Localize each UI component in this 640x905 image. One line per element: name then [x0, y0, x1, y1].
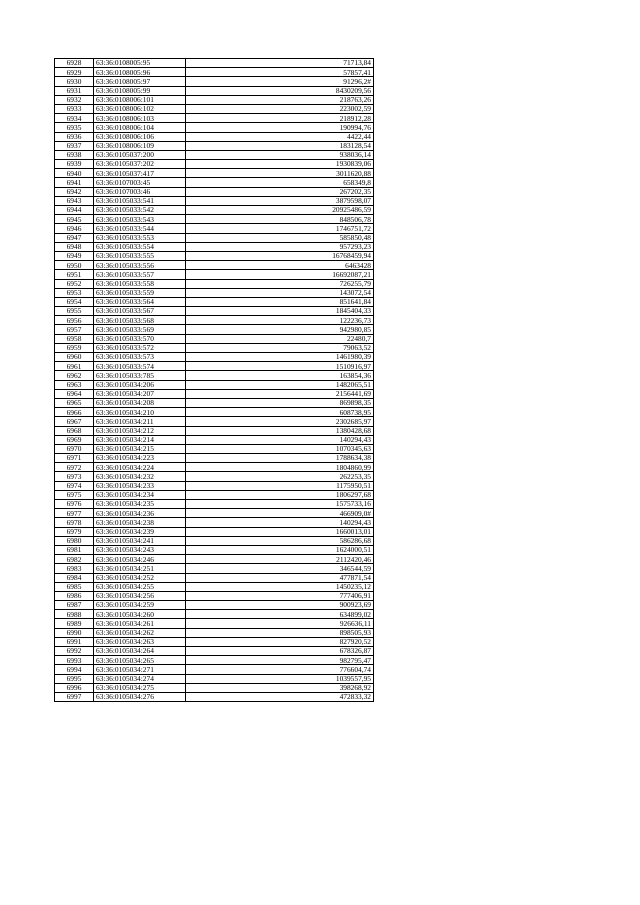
row-number: 6931 [55, 86, 94, 95]
cadastral-number: 63:36:0105037:202 [94, 160, 186, 169]
cadastral-number: 63:36:0105033:570 [94, 334, 186, 343]
cadastral-value: 957293,23 [186, 242, 374, 251]
cadastral-value: 2156441,69 [186, 389, 374, 398]
table-row [55, 150, 374, 159]
cadastral-number: 63:36:0105034:212 [94, 426, 186, 435]
cadastral-number: 63:36:0105033:541 [94, 196, 186, 205]
table-row [55, 573, 374, 582]
cadastral-value: 3879598,07 [186, 196, 374, 205]
row-number: 6966 [55, 408, 94, 417]
table-row [55, 545, 374, 554]
cadastral-value: 2112420,46 [186, 555, 374, 564]
table-row [55, 169, 374, 178]
table-row [55, 527, 374, 536]
table-row [55, 426, 374, 435]
cadastral-number: 63:36:0105034:252 [94, 573, 186, 582]
table-row [55, 362, 374, 371]
row-number: 6975 [55, 490, 94, 499]
table-row [55, 637, 374, 646]
row-number: 6959 [55, 343, 94, 352]
cadastral-value: 1380428,68 [186, 426, 374, 435]
row-number: 6996 [55, 683, 94, 692]
row-number: 6936 [55, 132, 94, 141]
cadastral-value: 79063,52 [186, 343, 374, 352]
table-row [55, 307, 374, 316]
row-number: 6967 [55, 417, 94, 426]
cadastral-value: 218763,26 [186, 95, 374, 104]
row-number: 6938 [55, 150, 94, 159]
cadastral-value: 678326,87 [186, 647, 374, 656]
row-number: 6973 [55, 472, 94, 481]
row-number: 6947 [55, 233, 94, 242]
table-row [55, 123, 374, 132]
row-number: 6987 [55, 601, 94, 610]
cadastral-number: 63:36:0105033:569 [94, 325, 186, 334]
row-number: 6985 [55, 582, 94, 591]
row-number: 6968 [55, 426, 94, 435]
cadastral-value: 16692087,21 [186, 270, 374, 279]
table-row [55, 555, 374, 564]
cadastral-number: 63:36:0105033:554 [94, 242, 186, 251]
row-number: 6958 [55, 334, 94, 343]
table-row [55, 454, 374, 463]
row-number: 6994 [55, 665, 94, 674]
row-number: 6992 [55, 647, 94, 656]
cadastral-value: 143072,54 [186, 288, 374, 297]
cadastral-value: 1039557,95 [186, 674, 374, 683]
row-number: 6942 [55, 187, 94, 196]
cadastral-value: 398268,92 [186, 683, 374, 692]
table-row [55, 518, 374, 527]
table-row [55, 628, 374, 637]
cadastral-value: 1510916,97 [186, 362, 374, 371]
row-number: 6991 [55, 637, 94, 646]
cadastral-number: 63:36:0105033:573 [94, 353, 186, 362]
cadastral-value: 900923,69 [186, 601, 374, 610]
row-number: 6982 [55, 555, 94, 564]
table-row [55, 463, 374, 472]
cadastral-number: 63:36:0105034:211 [94, 417, 186, 426]
cadastral-value: 223002,59 [186, 104, 374, 113]
row-number: 6929 [55, 68, 94, 77]
cadastral-value: 608738,95 [186, 408, 374, 417]
cadastral-value: 91296,2# [186, 77, 374, 86]
table-row [55, 610, 374, 619]
table-row [55, 77, 374, 86]
table-row [55, 591, 374, 600]
cadastral-number: 63:36:0108005:99 [94, 86, 186, 95]
table-row [55, 674, 374, 683]
row-number: 6955 [55, 307, 94, 316]
table-row [55, 564, 374, 573]
cadastral-number: 63:36:0105034:234 [94, 490, 186, 499]
row-number: 6983 [55, 564, 94, 573]
table-row [55, 353, 374, 362]
row-number: 6989 [55, 619, 94, 628]
cadastral-number: 63:36:0105034:223 [94, 454, 186, 463]
row-number: 6928 [55, 59, 94, 68]
row-number: 6954 [55, 297, 94, 306]
cadastral-value: 1450235,12 [186, 582, 374, 591]
row-number: 6949 [55, 251, 94, 260]
table-row [55, 316, 374, 325]
table-row [55, 251, 374, 260]
row-number: 6930 [55, 77, 94, 86]
table-row [55, 343, 374, 352]
cadastral-number: 63:36:0105037:200 [94, 150, 186, 159]
row-number: 6953 [55, 288, 94, 297]
cadastral-number: 63:36:0105034:260 [94, 610, 186, 619]
cadastral-value: 6463428 [186, 261, 374, 270]
cadastral-number: 63:36:0105033:564 [94, 297, 186, 306]
table-row [55, 692, 374, 701]
table-row [55, 132, 374, 141]
cadastral-number: 63:36:0108006:103 [94, 114, 186, 123]
row-number: 6962 [55, 371, 94, 380]
row-number: 6941 [55, 178, 94, 187]
row-number: 6976 [55, 500, 94, 509]
table-row [55, 619, 374, 628]
table-row [55, 536, 374, 545]
row-number: 6946 [55, 224, 94, 233]
cadastral-number: 63:36:0108006:101 [94, 95, 186, 104]
cadastral-number: 63:36:0105033:544 [94, 224, 186, 233]
cadastral-number: 63:36:0105034:246 [94, 555, 186, 564]
row-number: 6986 [55, 591, 94, 600]
table-row [55, 325, 374, 334]
cadastral-value: 57857,41 [186, 68, 374, 77]
table-row [55, 582, 374, 591]
row-number: 6963 [55, 380, 94, 389]
cadastral-number: 63:36:0105034:262 [94, 628, 186, 637]
cadastral-number: 63:36:0105033:553 [94, 233, 186, 242]
cadastral-number: 63:36:0108005:97 [94, 77, 186, 86]
cadastral-number: 63:36:0105034:210 [94, 408, 186, 417]
cadastral-value: 163854,36 [186, 371, 374, 380]
cadastral-value-table [54, 58, 374, 702]
cadastral-value: 22480,7 [186, 334, 374, 343]
table-row [55, 288, 374, 297]
cadastral-number: 63:36:0105034:206 [94, 380, 186, 389]
cadastral-value: 848506,78 [186, 215, 374, 224]
cadastral-value: 1804860,99 [186, 463, 374, 472]
cadastral-value: 726255,79 [186, 279, 374, 288]
row-number: 6943 [55, 196, 94, 205]
row-number: 6995 [55, 674, 94, 683]
cadastral-number: 63:36:0105033:574 [94, 362, 186, 371]
row-number: 6964 [55, 389, 94, 398]
table-row [55, 160, 374, 169]
cadastral-value: 869898,35 [186, 398, 374, 407]
cadastral-value: 982795,47 [186, 656, 374, 665]
cadastral-value: 634899,02 [186, 610, 374, 619]
cadastral-number: 63:36:0105034:236 [94, 509, 186, 518]
cadastral-value: 777406,91 [186, 591, 374, 600]
cadastral-value: 262253,35 [186, 472, 374, 481]
table-row [55, 297, 374, 306]
cadastral-number: 63:36:0105034:261 [94, 619, 186, 628]
cadastral-value: 466909,0# [186, 509, 374, 518]
cadastral-value: 140294,43 [186, 518, 374, 527]
row-number: 6990 [55, 628, 94, 637]
cadastral-value: 1660013,01 [186, 527, 374, 536]
table-row [55, 472, 374, 481]
cadastral-number: 63:36:0108006:102 [94, 104, 186, 113]
row-number: 6950 [55, 261, 94, 270]
table-row [55, 141, 374, 150]
cadastral-number: 63:36:0105034:208 [94, 398, 186, 407]
table-row [55, 104, 374, 113]
cadastral-number: 63:36:0105034:263 [94, 637, 186, 646]
table-row [55, 206, 374, 215]
cadastral-value: 1788634,38 [186, 454, 374, 463]
row-number: 6984 [55, 573, 94, 582]
row-number: 6969 [55, 435, 94, 444]
table-row [55, 647, 374, 656]
cadastral-number: 63:36:0105034:271 [94, 665, 186, 674]
cadastral-number: 63:36:0105034:235 [94, 500, 186, 509]
row-number: 6948 [55, 242, 94, 251]
cadastral-number: 63:36:0105034:224 [94, 463, 186, 472]
table-row [55, 371, 374, 380]
cadastral-number: 63:36:0108005:96 [94, 68, 186, 77]
table-row [55, 481, 374, 490]
table-row [55, 500, 374, 509]
cadastral-number: 63:36:0105034:232 [94, 472, 186, 481]
cadastral-value: 1845404,33 [186, 307, 374, 316]
cadastral-value: 140294,43 [186, 435, 374, 444]
cadastral-number: 63:36:0105034:276 [94, 692, 186, 701]
cadastral-number: 63:36:0105034:233 [94, 481, 186, 490]
row-number: 6965 [55, 398, 94, 407]
table-row [55, 509, 374, 518]
table-row [55, 215, 374, 224]
table-row [55, 380, 374, 389]
row-number: 6972 [55, 463, 94, 472]
row-number: 6979 [55, 527, 94, 536]
cadastral-value: 851641,84 [186, 297, 374, 306]
cadastral-number: 63:36:0105033:543 [94, 215, 186, 224]
table-row [55, 95, 374, 104]
table-row [55, 601, 374, 610]
table-row [55, 233, 374, 242]
cadastral-value: 1746751,72 [186, 224, 374, 233]
cadastral-value: 267202,35 [186, 187, 374, 196]
cadastral-value: 1482065,51 [186, 380, 374, 389]
row-number: 6935 [55, 123, 94, 132]
row-number: 6970 [55, 444, 94, 453]
cadastral-number: 63:36:0105034:256 [94, 591, 186, 600]
row-number: 6945 [55, 215, 94, 224]
table-body [55, 59, 374, 702]
row-number: 6974 [55, 481, 94, 490]
row-number: 6937 [55, 141, 94, 150]
row-number: 6981 [55, 545, 94, 554]
row-number: 6978 [55, 518, 94, 527]
cadastral-number: 63:36:0105034:207 [94, 389, 186, 398]
cadastral-value: 20925486,59 [186, 206, 374, 215]
cadastral-number: 63:36:0105033:568 [94, 316, 186, 325]
cadastral-value: 3011620,88 [186, 169, 374, 178]
table-row [55, 683, 374, 692]
row-number: 6956 [55, 316, 94, 325]
table-row [55, 242, 374, 251]
row-number: 6997 [55, 692, 94, 701]
cadastral-number: 63:36:0105033:567 [94, 307, 186, 316]
row-number: 6971 [55, 454, 94, 463]
row-number: 6980 [55, 536, 94, 545]
table-row [55, 224, 374, 233]
cadastral-value: 586286,68 [186, 536, 374, 545]
cadastral-number: 63:36:0105033:557 [94, 270, 186, 279]
table-row [55, 398, 374, 407]
table-row [55, 178, 374, 187]
cadastral-number: 63:36:0105033:542 [94, 206, 186, 215]
cadastral-number: 63:36:0105034:215 [94, 444, 186, 453]
cadastral-number: 63:36:0105034:243 [94, 545, 186, 554]
table-row [55, 490, 374, 499]
table-row [55, 444, 374, 453]
table-row [55, 68, 374, 77]
table-row [55, 435, 374, 444]
cadastral-number: 63:36:0105034:251 [94, 564, 186, 573]
row-number: 6932 [55, 95, 94, 104]
cadastral-number: 63:36:0105034:264 [94, 647, 186, 656]
cadastral-number: 63:36:0107003:46 [94, 187, 186, 196]
table-row [55, 261, 374, 270]
cadastral-value: 1175950,51 [186, 481, 374, 490]
cadastral-value: 1070345,63 [186, 444, 374, 453]
cadastral-value: 346544,59 [186, 564, 374, 573]
cadastral-number: 63:36:0108006:109 [94, 141, 186, 150]
table-row [55, 665, 374, 674]
cadastral-value: 472833,32 [186, 692, 374, 701]
cadastral-value: 183128,54 [186, 141, 374, 150]
cadastral-value: 218912,28 [186, 114, 374, 123]
row-number: 6960 [55, 353, 94, 362]
cadastral-value: 1575733,16 [186, 500, 374, 509]
cadastral-number: 63:36:0105034:265 [94, 656, 186, 665]
cadastral-value: 585850,48 [186, 233, 374, 242]
cadastral-value: 1461980,39 [186, 353, 374, 362]
table-row [55, 408, 374, 417]
cadastral-value: 942980,85 [186, 325, 374, 334]
row-number: 6952 [55, 279, 94, 288]
cadastral-number: 63:36:0105034:255 [94, 582, 186, 591]
cadastral-value: 477871,54 [186, 573, 374, 582]
cadastral-value: 1624000,51 [186, 545, 374, 554]
cadastral-number: 63:36:0105034:274 [94, 674, 186, 683]
cadastral-number: 63:36:0105033:558 [94, 279, 186, 288]
row-number: 6940 [55, 169, 94, 178]
table-row [55, 86, 374, 95]
cadastral-value: 898505,93 [186, 628, 374, 637]
cadastral-value: 122236,73 [186, 316, 374, 325]
cadastral-value: 926636,11 [186, 619, 374, 628]
cadastral-value: 776604,74 [186, 665, 374, 674]
row-number: 6939 [55, 160, 94, 169]
cadastral-value: 658349,8 [186, 178, 374, 187]
row-number: 6944 [55, 206, 94, 215]
row-number: 6961 [55, 362, 94, 371]
cadastral-number: 63:36:0105034:259 [94, 601, 186, 610]
cadastral-number: 63:36:0105034:214 [94, 435, 186, 444]
row-number: 6977 [55, 509, 94, 518]
cadastral-number: 63:36:0105033:556 [94, 261, 186, 270]
cadastral-number: 63:36:0105034:239 [94, 527, 186, 536]
cadastral-value: 4422,44 [186, 132, 374, 141]
cadastral-value: 2302685,97 [186, 417, 374, 426]
cadastral-number: 63:36:0108006:106 [94, 132, 186, 141]
cadastral-value: 1806297,68 [186, 490, 374, 499]
cadastral-number: 63:36:0105034:238 [94, 518, 186, 527]
row-number: 6951 [55, 270, 94, 279]
cadastral-number: 63:36:0105037:417 [94, 169, 186, 178]
row-number: 6933 [55, 104, 94, 113]
table-row [55, 59, 374, 68]
cadastral-value: 16768459,94 [186, 251, 374, 260]
cadastral-value: 8430209,56 [186, 86, 374, 95]
cadastral-number: 63:36:0107003:45 [94, 178, 186, 187]
cadastral-number: 63:36:0105033:785 [94, 371, 186, 380]
cadastral-number: 63:36:0108006:104 [94, 123, 186, 132]
row-number: 6993 [55, 656, 94, 665]
table-row [55, 187, 374, 196]
cadastral-value: 71713,84 [186, 59, 374, 68]
cadastral-number: 63:36:0105033:559 [94, 288, 186, 297]
cadastral-number: 63:36:0105033:555 [94, 251, 186, 260]
table-row [55, 114, 374, 123]
cadastral-value: 827920,52 [186, 637, 374, 646]
table-row [55, 389, 374, 398]
row-number: 6957 [55, 325, 94, 334]
table-row [55, 279, 374, 288]
cadastral-value: 190994,76 [186, 123, 374, 132]
cadastral-number: 63:36:0105034:275 [94, 683, 186, 692]
table-row [55, 196, 374, 205]
cadastral-number: 63:36:0108005:95 [94, 59, 186, 68]
row-number: 6934 [55, 114, 94, 123]
table-row [55, 417, 374, 426]
row-number: 6988 [55, 610, 94, 619]
table-row [55, 334, 374, 343]
table-row [55, 656, 374, 665]
cadastral-value: 938036,14 [186, 150, 374, 159]
cadastral-number: 63:36:0105034:241 [94, 536, 186, 545]
cadastral-number: 63:36:0105033:572 [94, 343, 186, 352]
cadastral-value: 1930839,06 [186, 160, 374, 169]
table-row [55, 270, 374, 279]
